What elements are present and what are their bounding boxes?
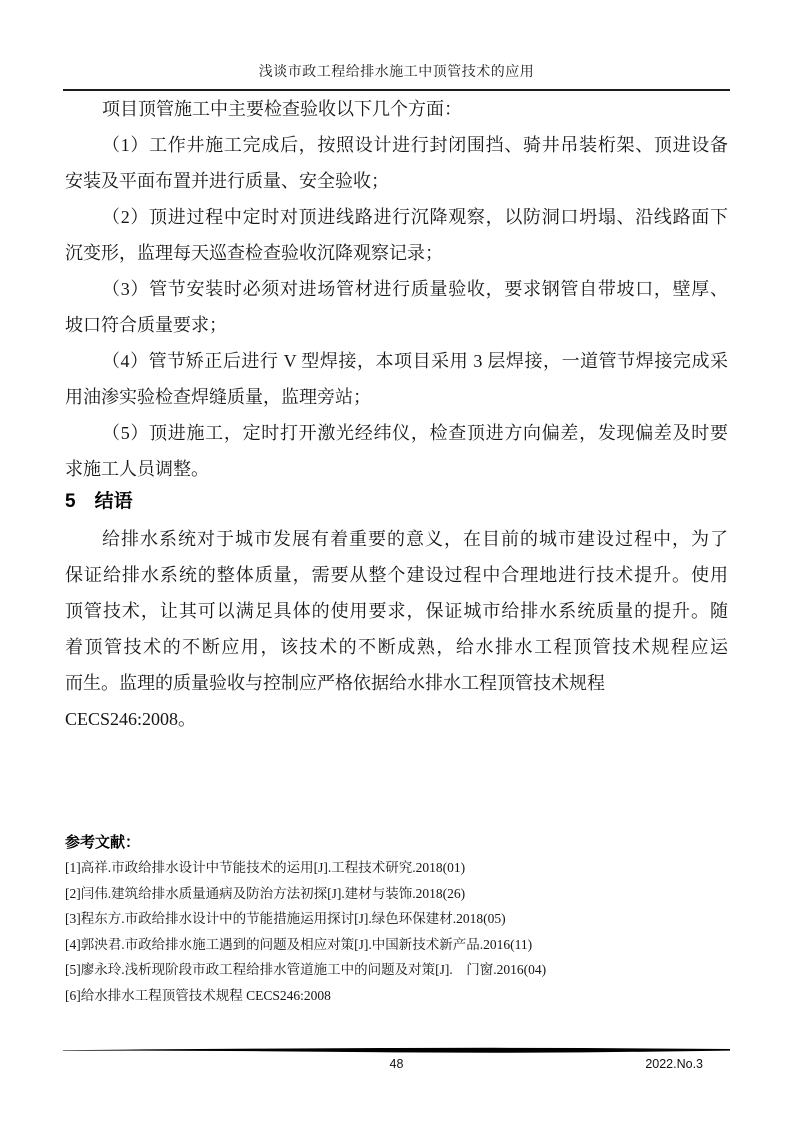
reference-item: [4]郭泱君.市政给排水施工遇到的问题及相应对策[J].中国新技术新产品.2016(11): [65, 936, 533, 952]
reference-item: [2]闫伟.建筑给排水质量通病及防治方法初探[J].建材与装饰.2018(26): [65, 885, 466, 901]
page-content: [65, 91, 728, 1008]
text-line: 坡口符合质量要求；: [65, 315, 227, 335]
text-line: 顶管技术，让其可以满足具体的使用要求，保证城市给排水系统质量的提升。随: [65, 601, 728, 621]
text-line: 用油渗实验检查焊缝质量，监理旁站；: [65, 387, 371, 407]
issue-label: 2022.No.3: [645, 1057, 703, 1071]
page-number: 48: [389, 1057, 404, 1071]
footer-rule: [63, 1046, 730, 1055]
text-line: 给排水系统对于城市发展有着重要的意义，在目前的城市建设过程中，为了: [102, 529, 728, 549]
page-footer: [63, 1046, 730, 1073]
references-section: [65, 831, 728, 1008]
references-list: [65, 855, 728, 1008]
conclusion-text: [65, 521, 728, 737]
text-line: 保证给排水系统的整体质量，需要从整个建设过程中合理地进行技术提升。使用: [65, 565, 728, 585]
text-line: 而生。监理的质量验收与控制应严格依据给水排水工程顶管技术规程: [65, 673, 605, 693]
text-line: 着顶管技术的不断应用，该技术的不断成熟，给水排水工程顶管技术规程应运: [65, 637, 728, 657]
section-heading-conclusion: 5 结语: [65, 491, 133, 512]
text-line: 项目顶管施工中主要检查验收以下几个方面：: [102, 99, 462, 119]
text-line: 安装及平面布置并进行质量、安全验收；: [65, 171, 389, 191]
text-line: （1）工作井施工完成后，按照设计进行封闭围挡、骑井吊装桁架、顶进设备: [102, 135, 728, 155]
text-line: （4）管节矫正后进行 V 型焊接，本项目采用 3 层焊接，一道管节焊接完成采: [102, 351, 728, 371]
reference-item: [3]程东方.市政给排水设计中的节能措施运用探讨[J].绿色环保建材.2018(05): [65, 911, 506, 926]
running-head-title: 浅谈市政工程给排水施工中顶管技术的应用: [258, 65, 535, 80]
text-line: （5）顶进施工，定时打开激光经纬仪，检查顶进方向偏差，发现偏差及时要: [102, 423, 728, 443]
text-line: 沉变形，监理每天巡查检查验收沉降观察记录；: [65, 243, 443, 263]
text-line: （3）管节安装时必须对进场管材进行质量验收，要求钢管自带坡口，壁厚、: [102, 279, 728, 299]
doc-header: [64, 0, 729, 89]
text-line: （2）顶进过程中定时对顶进线路进行沉降观察，以防洞口坍塌、沿线路面下: [102, 207, 728, 227]
reference-item: [5]廖永玲.浅析现阶段市政工程给排水管道施工中的问题及对策[J]. 门窗.2016(04): [65, 962, 547, 977]
text-line: CECS246:2008。: [65, 709, 197, 729]
references-heading: 参考文献：: [65, 834, 141, 851]
body-text: [65, 91, 728, 487]
text-line: 求施工人员调整。: [65, 459, 209, 479]
reference-item: [6]给水排水工程顶管技术规程 CECS246:2008: [65, 987, 331, 1003]
footer-row: [63, 1057, 730, 1073]
reference-item: [1]高祥.市政给排水设计中节能技术的运用[J].工程技术研究.2018(01): [65, 860, 466, 875]
